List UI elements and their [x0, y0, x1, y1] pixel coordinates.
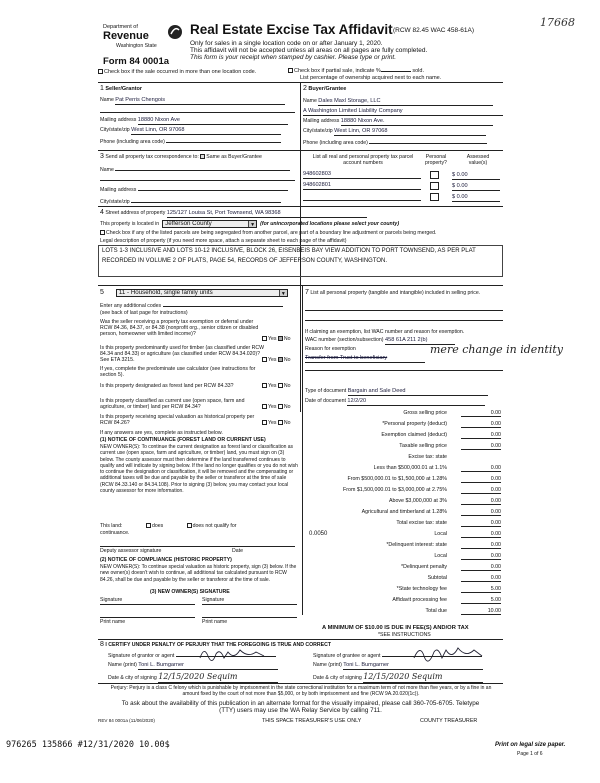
codes-label: Enter any additional codes	[100, 303, 162, 309]
tax-row-label: Excise tax: state	[408, 454, 447, 460]
seller-mailing-row	[100, 117, 295, 125]
grantee-date-field[interactable]: 12/15/2020 Sequim	[363, 672, 483, 683]
buyer-city-row	[303, 128, 503, 136]
ask-line2: (TTY) users may use the WA Relay Service by calling 711.	[219, 707, 382, 714]
wac-field[interactable]: 458 61A 211 2(b)	[385, 337, 455, 345]
section3-mailing-field[interactable]	[138, 190, 288, 191]
no-label: No	[283, 383, 291, 389]
notice2-text: NEW OWNER(S): To continue special valuation as historic property, sign (3) below. If the new owner(s) doesn't wish to continue, all additional tax calculated pursuant to RCW 84.26, shall be due and payable by the seller or transferor at the time of sale.	[100, 564, 297, 583]
does-checkbox[interactable]	[146, 523, 151, 528]
tax-row-label: Exemption claimed (deduct)	[381, 432, 447, 438]
q5-answers	[262, 420, 291, 426]
buyer-mailing-row	[303, 118, 503, 126]
tax-row-value[interactable]: 0.00	[461, 410, 501, 417]
buyer-phone-row	[303, 140, 503, 146]
buyer-name-field[interactable]: Dales Maxl Storage, LLC	[318, 98, 493, 106]
tax-row-label: Agricultural and timberland at 1.28%	[361, 509, 447, 515]
doc-type-row	[305, 388, 503, 396]
tax-row-value[interactable]: 10.00	[461, 608, 501, 615]
tax-row-value[interactable]: 0.00	[461, 487, 501, 494]
located-row	[100, 220, 500, 228]
yes-label: Yes	[268, 383, 277, 389]
new-owner-print-2[interactable]	[202, 617, 297, 618]
section3-mailing-row	[100, 187, 295, 193]
form-statute: (RCW 82.45 WAC 458-61A)	[393, 27, 475, 34]
no-label: No	[283, 420, 291, 426]
tax-row-value[interactable]: 0.00	[461, 531, 501, 538]
chevron-down-icon[interactable]: ▼	[279, 290, 287, 296]
yes-label: Yes	[268, 404, 277, 410]
page-number: Page 1 of 6	[517, 751, 543, 757]
buyer-heading: Buyer/Grantee	[308, 86, 347, 92]
q2-yes-checkbox[interactable]	[262, 357, 267, 362]
tax-row-value[interactable]: 0.00	[461, 520, 501, 527]
tax-table	[305, 410, 503, 626]
does-label: does	[151, 523, 164, 529]
no-label: No	[283, 357, 291, 363]
tax-row-value[interactable]: 0.00	[461, 498, 501, 505]
dept-state: Washington State	[116, 43, 157, 49]
seller-city-field[interactable]: West Linn, OR 97068	[131, 127, 281, 135]
tax-row-value[interactable]: 0.00	[461, 564, 501, 571]
partial-sale-label: Check box if partial sale, indicate %	[294, 68, 381, 74]
buyer-name-row	[303, 98, 503, 106]
q1-yes-checkbox[interactable]	[262, 336, 267, 341]
treasurer-use: THIS SPACE TREASURER'S USE ONLY	[262, 718, 362, 724]
parcel-number-2[interactable]: 948602801	[303, 182, 421, 190]
tax-row-value[interactable]: 0.00	[461, 575, 501, 582]
section3-label: Send all property tax correspondence to:	[105, 154, 199, 160]
segregated-checkbox[interactable]	[100, 230, 105, 235]
county-value: Jefferson County	[165, 220, 212, 228]
q4-no-checkbox[interactable]	[278, 404, 283, 409]
this-land-row	[100, 523, 298, 529]
deputy-signature-line[interactable]	[100, 546, 295, 547]
recording-stamp: 976265 135866 #12/31/2020 10.00$	[6, 740, 170, 750]
buyer-mailing-field[interactable]: 18880 Nixon Ave.	[341, 118, 493, 126]
multi-location-check[interactable]	[98, 69, 256, 76]
buyer-number: 2	[303, 85, 307, 92]
located-label: This property is located in	[100, 220, 160, 227]
seller-number: 1	[100, 85, 104, 92]
yes-label: Yes	[268, 336, 277, 342]
section7-number: 7	[305, 289, 309, 296]
q4-answers	[262, 404, 291, 410]
tax-row-label: From $1,500,000.01 to $3,000,000 at 2.75%	[343, 487, 447, 493]
see-instructions: *SEE INSTRUCTIONS	[378, 632, 431, 638]
deputy-date-label: Date	[232, 548, 243, 554]
grantee-date-row	[313, 672, 503, 683]
tax-row-label: Affidavit processing fee	[392, 597, 447, 603]
q1-no-checkbox[interactable]	[278, 336, 283, 341]
form-number: Form 84 0001a	[103, 56, 170, 67]
tax-row-value[interactable]: 0.00	[461, 443, 501, 450]
grantor-name-label: Name (print)	[108, 662, 137, 668]
grantor-date-label: Date & city of signing	[108, 675, 157, 681]
section3-city-label: City/state/zip	[100, 199, 130, 205]
tax-row-label: Taxable selling price	[399, 443, 447, 449]
dept-revenue: Revenue	[103, 30, 149, 42]
exemption-label: If claiming an exemption, list WAC number and reason for exemption.	[305, 329, 465, 335]
new-owner-signature-1[interactable]	[100, 604, 195, 605]
codes-row	[100, 303, 298, 309]
new-owner-print-1[interactable]	[100, 617, 195, 618]
assessed-heading: Assessed value(s)	[466, 154, 490, 167]
segregated-label: Check box if any of the listed parcels are being segregated from another parcel, are part of a boundary line adjustment or parcels being merged.	[106, 230, 437, 236]
q4-text: Is this property classified as current use (open space, farm and agriculture, or timber) land per RCW 84.34?	[100, 398, 245, 411]
section3-name-label: Name	[100, 167, 114, 173]
seller-name-label: Name	[100, 97, 114, 103]
section3-name-row	[100, 167, 295, 173]
street-label: Street address of property	[105, 210, 166, 216]
same-as-buyer-label: Same as Buyer/Grantee	[206, 154, 262, 160]
deputy-label: Deputy assessor signature	[100, 548, 162, 554]
personal-property-label: List all personal property (tangible and intangible) included in selling price.	[310, 290, 481, 296]
notice2-title: (2) NOTICE OF COMPLIANCE (HISTORIC PROPERTY)	[100, 557, 232, 563]
q5-no-checkbox[interactable]	[278, 420, 283, 425]
legal-line2: RECORDED IN VOLUME 2 OF PLATS, PAGE 54, RECORDS OF JEFFERSON COUNTY, WASHINGTON.	[102, 258, 388, 265]
tax-row-value[interactable]: 0.00	[461, 542, 501, 549]
doc-type-field[interactable]: Bargain and Sale Deed	[348, 388, 488, 396]
codes-field[interactable]	[163, 306, 283, 307]
no-label: No	[283, 336, 291, 342]
seller-mailing-label: Mailing address	[100, 117, 137, 123]
grantee-signature-field[interactable]	[382, 656, 482, 657]
personal-checkbox-2[interactable]	[430, 182, 439, 190]
rev-number: REV 84 0001a (11/06/2020)	[98, 718, 155, 723]
does-not-checkbox[interactable]	[187, 523, 192, 528]
grantee-signature-label: Signature of grantee or agent	[313, 653, 381, 659]
seller-city-label: City/state/zip	[100, 127, 130, 133]
grantor-signature-field[interactable]	[176, 656, 276, 657]
tax-row-label: Less than $500,000.01 at 1.1%	[373, 465, 447, 471]
doc-date-field[interactable]: 12/2/20	[347, 398, 485, 406]
multi-location-checkbox[interactable]	[98, 69, 103, 74]
dept-line1: Department of	[103, 24, 138, 30]
grantee-signature-row	[313, 653, 503, 659]
reason-field[interactable]: Transfer from Trust to beneficiary	[305, 355, 425, 363]
buyer-city-field[interactable]: West Linn, OR 97068	[334, 128, 486, 136]
grantee-name-field[interactable]: Toni L. Bumgarner	[343, 662, 483, 670]
tax-row-label: Local	[434, 553, 447, 559]
grantor-signature-label: Signature of grantor or agent	[108, 653, 175, 659]
section3-number: 3	[100, 153, 104, 160]
assessed-value-1[interactable]: $ 0.00	[452, 172, 500, 180]
land-use-value: 11 - Household, single family units	[118, 289, 213, 297]
q2b-text: If yes, complete the predominate use calculator (see instructions for section 5).	[100, 366, 256, 379]
signature-label-2: Signature	[202, 597, 225, 603]
segregated-check[interactable]	[100, 230, 502, 236]
doc-date-label: Date of document	[305, 398, 346, 404]
tax-row-label: *Personal property (deduct)	[382, 421, 447, 427]
perjury-text: Perjury: Perjury is a class C felony which is punishable by imprisonment in the state correctional institution for a maximum term of not more than five years, or by a fine in an amount fixed by the court of not more than $5,000, or by both imprisonment and fine (RCW 9A.20.020(1c)).	[110, 685, 492, 697]
section5-number: 5	[100, 289, 104, 296]
tax-row-label: *Delinquent interest: state	[386, 542, 447, 548]
buyer-name-label: Name	[303, 98, 317, 104]
grantor-name-field[interactable]: Toni L. Bumgarner	[138, 662, 278, 670]
parcel-number-3[interactable]	[303, 194, 421, 201]
q3-no-checkbox[interactable]	[278, 383, 283, 388]
legal-paper-note: Print on legal size paper.	[495, 742, 566, 748]
tax-row-value[interactable]: 0.00	[461, 476, 501, 483]
personal-heading: Personal property?	[425, 154, 447, 167]
q4-yes-checkbox[interactable]	[262, 404, 267, 409]
continuance-label: continuance.	[100, 530, 130, 536]
q3-text: Is this property designated as forest land per RCW 84.33?	[100, 383, 234, 389]
seller-phone-label: Phone (including area code)	[100, 139, 165, 145]
located-note: (for unincorporated locations please select your county)	[260, 220, 400, 227]
reason-label: Reason for exemption	[305, 346, 356, 352]
answers-note: If any answers are yes, complete as instructed below.	[100, 430, 223, 436]
tax-row-value[interactable]: 0.00	[461, 553, 501, 560]
legal-line1: LOTS 1-3 INCLUSIVE AND LOTS 10-12 INCLUSIVE, BLOCK 26, EISENBEIS BAY VIEW ADDITION TO PORT TOWNSEND, AS PER PLAT	[102, 248, 476, 254]
section4-street-row	[100, 209, 500, 218]
q2-text: Is this property predominantly used for timber (as classified under RCW 84.34 and 84.33) or agriculture (as classified under RCW 84.34.020)? See ETA 3215.	[100, 345, 265, 364]
tax-row-value[interactable]: 0.00	[461, 509, 501, 516]
sold-label: sold.	[412, 68, 424, 74]
tax-row-value[interactable]: 5.00	[461, 586, 501, 593]
print-name-label-1: Print name	[100, 619, 126, 625]
q1-text: Was the seller receiving a property tax exemption or deferral under RCW 84.36, 84.37, or 84.38 (nonprofit org., senior citizen or disabled person, homeowner with limited income)?	[100, 319, 259, 338]
codes-note: (see back of last page for instructions)	[100, 310, 188, 316]
partial-sale-check[interactable]	[288, 68, 424, 75]
tax-row-value[interactable]: 0.00	[461, 421, 501, 428]
yes-label: Yes	[268, 357, 277, 363]
tax-row-label: Total due	[425, 608, 447, 614]
grantor-date-row	[108, 672, 298, 683]
section3-name-field[interactable]	[115, 170, 290, 171]
q3-answers	[262, 383, 291, 389]
seller-mailing-field[interactable]: 18880 Nixon Ave	[138, 117, 288, 125]
signature-label-1: Signature	[100, 597, 123, 603]
grantee-date-label: Date & city of signing	[313, 675, 362, 681]
ask-line1: To ask about the availability of this publication in an alternate format for the visually impaired, please call 360-705-6705. Teletype	[121, 700, 480, 707]
buyer-phone-label: Phone (including area code)	[303, 140, 368, 146]
header-line2: This affidavit will not be accepted unless all areas on all pages are fully completed.	[190, 47, 428, 54]
section3-mailing-label: Mailing address	[100, 187, 137, 193]
grantor-date-field[interactable]: 12/15/2020 Sequim	[158, 672, 278, 683]
multi-location-label: Check box if the sale occurred in more than one location code.	[104, 69, 257, 75]
grantee-name-label: Name (print)	[313, 662, 342, 668]
q5-text: Is this property receiving special valuation as historical property per RCW 84.26?	[100, 414, 255, 427]
grantor-signature-row	[108, 653, 298, 659]
buyer-phone-field[interactable]	[369, 143, 487, 144]
buyer-mailing-label: Mailing address	[303, 118, 340, 124]
tax-row-label: *Delinquent penalty	[401, 564, 447, 570]
personal-checkbox-3[interactable]	[430, 193, 439, 201]
new-owner-signature-2[interactable]	[202, 604, 297, 605]
revenue-logo	[103, 20, 189, 58]
tax-row-label: From $500,000.01 to $1,500,000 at 1.28%	[347, 476, 447, 482]
county-select[interactable]	[162, 220, 257, 228]
tax-row-value[interactable]: 0.00	[461, 432, 501, 439]
q5-yes-checkbox[interactable]	[262, 420, 267, 425]
tax-row-label: Gross selling price	[403, 410, 447, 416]
q2-no-checkbox[interactable]	[278, 357, 283, 362]
notice1-title: (1) NOTICE OF CONTINUANCE (FOREST LAND OR CURRENT USE)	[100, 437, 266, 443]
section3-city-field[interactable]	[131, 202, 281, 203]
partial-sale-checkbox[interactable]	[288, 68, 293, 73]
tax-row-label: Above $3,000,000 at 3%	[388, 498, 447, 504]
seller-name-field[interactable]: Pat Perris Chengois	[115, 97, 285, 105]
form-title: Real Estate Excise Tax Affidavit	[190, 22, 393, 37]
notice1-text: NEW OWNER(S): To continue the current designation as forest land or classification as current use (open space, farm and agriculture, or timber) land, you must sign on (3) below. The county assessor must then determine if the land transferred continues to qualify and will indicate by signing below. If the land no longer qualifies or you do not wish to continue the designation or classification, it will be removed and the compensating or additional taxes will be due and payable by the seller or transferor at the time of sale (RCW 84.33.140 or 84.34.108). Prior to signing (3) below, you may contact your local county assessor for more information.	[100, 444, 298, 494]
grantor-name-row	[108, 662, 298, 670]
land-use-select[interactable]	[116, 289, 288, 297]
seller-name-row	[100, 97, 295, 105]
no-label: No	[283, 404, 291, 410]
header-line1: Only for sales in a single location code on or after January 1, 2020.	[190, 40, 383, 47]
tax-row-label: *State technology fee	[396, 586, 447, 592]
yes-label: Yes	[268, 420, 277, 426]
street-address-field[interactable]: 125/127 Louisa St, Port Townsend, WA 98368	[167, 210, 367, 218]
minimum-note: A MINIMUM OF $10.00 IS DUE IN FEE(S) AND/OR TAX	[322, 625, 469, 631]
doc-type-label: Type of document	[305, 388, 347, 394]
assessed-value-3[interactable]: $ 0.00	[452, 194, 500, 202]
print-name-label-2: Print name	[202, 619, 228, 625]
parcel-heading: List all real and personal property tax parcel account numbers	[312, 154, 414, 167]
local-rate: 0.0050	[309, 531, 328, 537]
county-treasurer: COUNTY TREASURER	[420, 718, 478, 724]
buyer-name2-field[interactable]: A Washington Limited Liability Company	[303, 108, 503, 116]
list-pct-note: List percentage of ownership acquired next to each name.	[300, 75, 442, 81]
legal-description-box[interactable]	[98, 245, 503, 277]
q2-answers	[262, 357, 291, 363]
section8-number: 8	[100, 641, 104, 648]
personal-checkbox-1[interactable]	[430, 171, 439, 179]
tax-row-value[interactable]: 5.00	[461, 597, 501, 604]
parcel-number-1[interactable]: 948602803	[303, 171, 421, 179]
same-as-buyer-checkbox[interactable]	[200, 154, 205, 159]
section4-number: 4	[100, 209, 104, 216]
wac-label: WAC number (section/subsection)	[305, 337, 384, 343]
tax-row-value[interactable]: 0.00	[461, 465, 501, 472]
q1-answers	[262, 336, 291, 342]
grantee-name-row	[313, 662, 503, 670]
seller-heading: Seller/Grantor	[105, 86, 143, 92]
legal-label: Legal description of property (if you need more space, attach a separate sheet to each page of the affidavit)	[100, 238, 347, 244]
does-not-label: does not qualify for	[192, 523, 237, 529]
section3-city-row	[100, 199, 295, 205]
doc-date-row	[305, 398, 503, 406]
notice3-title: (3) NEW OWNER(S) SIGNATURE	[150, 589, 230, 595]
q3-yes-checkbox[interactable]	[262, 383, 267, 388]
tax-row-label: Subtotal	[427, 575, 447, 581]
certify-text: I CERTIFY UNDER PENALTY OF PERJURY THAT THE FOREGOING IS TRUE AND CORRECT	[105, 642, 332, 648]
chevron-down-icon[interactable]: ▼	[248, 221, 256, 227]
top-annotation: 17668	[540, 16, 575, 29]
header-line3: This form is your receipt when stamped by cashier. Please type or print.	[190, 54, 397, 61]
buyer-city-label: City/state/zip	[303, 128, 333, 134]
tax-row-label: Total excise tax: state	[396, 520, 447, 526]
revenue-logo-icon	[167, 24, 183, 40]
seller-city-row	[100, 127, 295, 135]
seller-phone-row	[100, 139, 295, 145]
seller-phone-field[interactable]	[166, 142, 281, 143]
assessed-value-2[interactable]: $ 0.00	[452, 183, 500, 191]
tax-row-label: Local	[434, 531, 447, 537]
handwritten-note: mere change in identity	[430, 343, 563, 356]
this-land-label: This land:	[100, 523, 123, 529]
